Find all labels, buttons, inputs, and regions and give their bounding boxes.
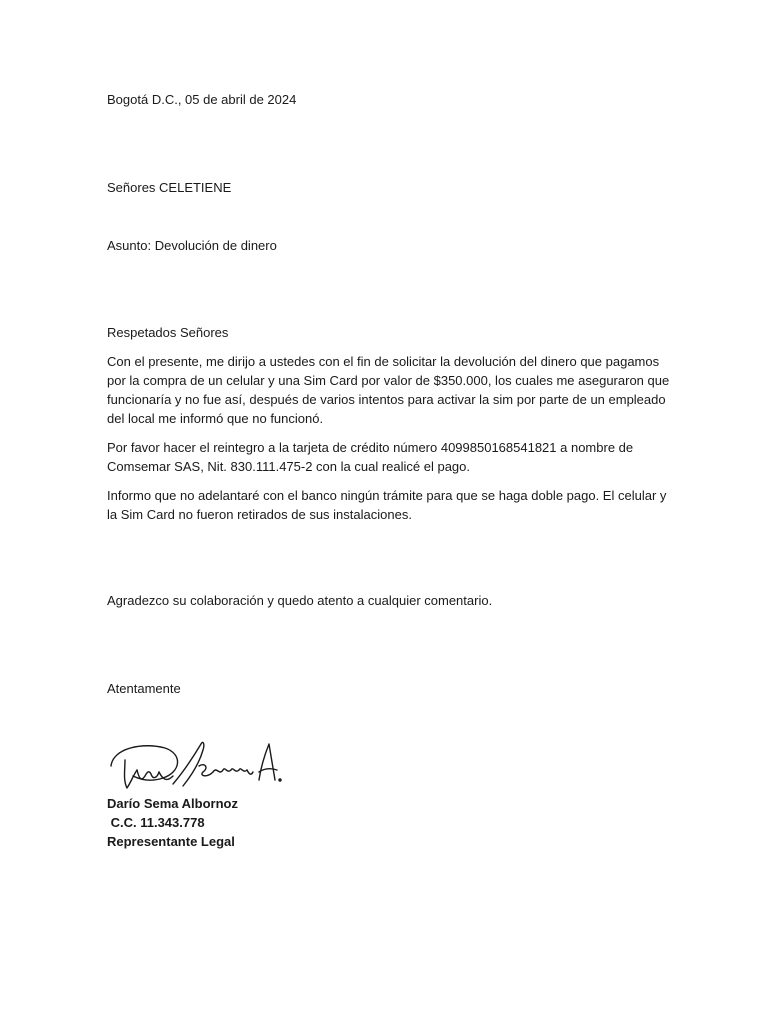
handwritten-signature — [103, 736, 283, 796]
body-paragraph-1: Con el presente, me dirijo a ustedes con el fin de solicitar la devolución del dinero que pagamos por la compra de un celular y una Sim Card por valor de $350.000, los cuales me aseguraron que funcionaría y no fue así, después de varios intentos para activar la sim por parte de un empleado del local me informó que no funcionó. — [107, 354, 670, 426]
body-paragraph-3: Informo que no adelantaré con el banco ningún trámite para que se haga doble pago. El celular y la Sim Card no fueron retirados de sus instalaciones. — [107, 488, 667, 522]
subject-line: Asunto: Devolución de dinero — [107, 238, 277, 253]
date-line: Bogotá D.C., 05 de abril de 2024 — [107, 92, 297, 107]
body-paragraph-2: Por favor hacer el reintegro a la tarjeta de crédito número 4099850168541821 a nombre de Comsemar SAS, Nit. 830.111.475-2 con la cual realicé el pago. — [107, 440, 634, 474]
thanks-line: Agradezco su colaboración y quedo atento a cualquier comentario. — [107, 593, 493, 608]
closing-line: Atentamente — [107, 681, 181, 696]
signer-title: Representante Legal — [107, 834, 235, 849]
salutation-line: Respetados Señores — [107, 325, 229, 340]
recipient-line: Señores CELETIENE — [107, 180, 232, 195]
signer-id-number: C.C. 11.343.778 — [107, 815, 205, 830]
signer-name: Darío Sema Albornoz — [107, 796, 238, 811]
